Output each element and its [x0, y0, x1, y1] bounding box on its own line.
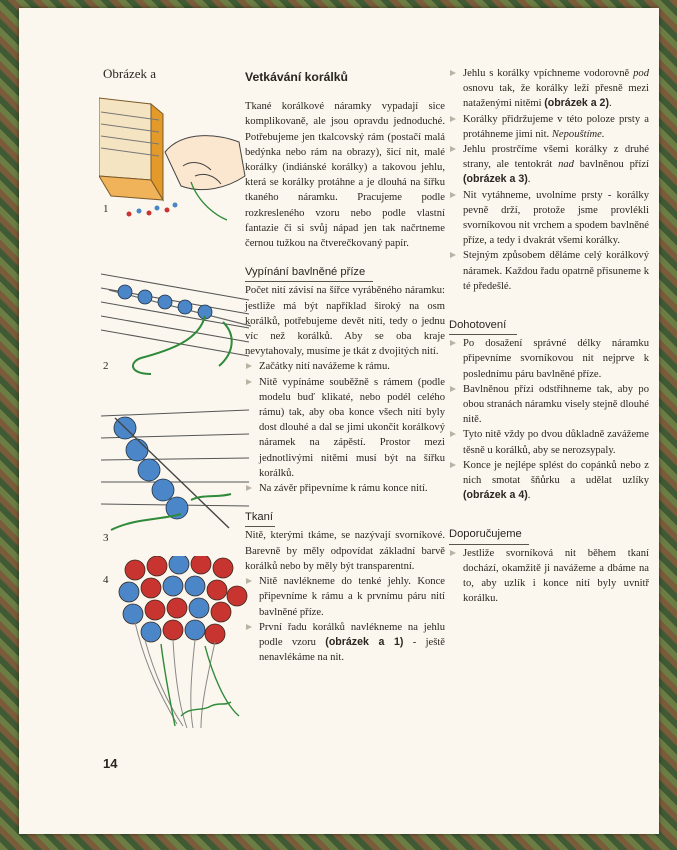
- column-right: [449, 66, 649, 607]
- list-item: Nitě navlékneme do tenké jehly. Konce připevníme k rámu a k prvnímu páru nití bavlněné příze.: [245, 574, 445, 620]
- list-item-text: První řadu korálků navlékneme na jehlu podle vzoru: [259, 621, 445, 648]
- section-paragraph: Počet nití závisí na šířce vyráběného náramku: jestliže má být například široký na osm korálků, potřebujeme devět nití, tedy o jednu víc než korálků. Aby se oba kraje nevytahovaly, musíme je tkát z dvojitých nití.: [245, 285, 445, 358]
- figure-reference: (obrázek a 3): [463, 173, 528, 186]
- page-number: 14: [103, 756, 118, 771]
- emphasis: pod: [633, 68, 649, 79]
- list-item: Stejným způsobem děláme celý korálkový náramek. Každou řadu opatrně přisuneme k té předešlé.: [449, 248, 649, 294]
- list-item-text: .: [608, 98, 612, 110]
- emphasis: Nepouštíme.: [551, 128, 605, 140]
- list-item-text: bavlněnou přízí: [573, 159, 649, 171]
- figure-number-1: 1: [103, 203, 109, 215]
- list-item: [449, 112, 649, 142]
- list-item-text: Jehlu prostrčíme všemi korálky z druhé strany, ale tentokrát: [463, 144, 649, 171]
- intro-paragraph: Tkané korálkové náramky vypadají sice komplikovaně, ale jsou opravdu jednoduché. Potřebujeme jen tkalcovský rám (postačí malá bedýnka nebo rám na obrazy), šicí nit, malé korálky (indiánské korálky) a takovou jehlu, která se korálky protáhne a je dlouhá na šířku tkaného náramku. Pracujeme podle rozkresleného vzoru nebo podle vlastní fantazie či si svůj nápad jen tak načrtneme černou tužkou na čtverečkovaný papír.: [245, 101, 445, 250]
- article-title: Vetkávání korálků: [245, 70, 348, 84]
- list-item: Bavlněnou přízi odstřihneme tak, aby po obou stranách náramku visely stejně dlouhé nitě.: [449, 382, 649, 428]
- section-divider: [245, 526, 275, 527]
- list-item-text: Konce je nejlépe splést do copánků nebo z nich smotat šňůrku a udělat uzlíky: [463, 459, 649, 487]
- figure-3-beads-with-needle: [101, 408, 251, 538]
- section-heading-vypinani: Vypínání bavlněné příze: [245, 266, 366, 279]
- section-divider: [449, 544, 529, 545]
- section-heading-tkani: Tkaní: [245, 511, 273, 524]
- list-item-text: - ještě nenavlékáme na nit.: [259, 636, 445, 664]
- column-middle: [245, 70, 445, 665]
- figure-number-3: 3: [103, 532, 109, 544]
- list-item: [449, 66, 649, 112]
- figure-4-finished-bracelet: [115, 556, 255, 736]
- list-item: [245, 620, 445, 666]
- book-page: [19, 8, 659, 834]
- emphasis: nad: [558, 159, 574, 171]
- list-item: Po dosažení správné délky náramku připevníme svorníkovou nit nejprve k poslednímu páru bavlněné příze.: [449, 336, 649, 382]
- list-item: Začátky nití navážeme k rámu.: [245, 359, 445, 374]
- section-heading-doporucujeme: Doporučujeme: [449, 528, 522, 541]
- list-item-text: Korálky přidržujeme v této poloze prsty a protáhneme jimi nit.: [463, 113, 649, 140]
- list-item-text: osnovu tak, že korálky leží přesně mezi nataženými nitěmi: [463, 83, 649, 110]
- figure-reference: (obrázek a 1): [325, 635, 404, 648]
- figure-reference: (obrázek a 4): [463, 489, 528, 502]
- section-divider: [449, 334, 517, 335]
- list-item: [449, 458, 649, 504]
- list-item: [449, 142, 649, 188]
- figure-label: Obrázek a: [103, 66, 157, 81]
- list-item: Na závěr připevníme k rámu konce nití.: [245, 481, 445, 496]
- section-divider: [245, 281, 373, 282]
- list-item: Nit vytáhneme, uvolníme prsty - korálky pevně drží, protože jsme provlékli svorníkovou nit vrchem a spodem bavlněné příze, a tedy i dvakrát všemi korálky.: [449, 188, 649, 249]
- section-heading-dohotoveni: Dohotovení: [449, 319, 507, 332]
- figure-number-4: 4: [103, 574, 109, 586]
- list-item: Jestliže svorníková nit během tkaní dochází, okamžitě ji navážeme a dbáme na to, aby uzlík i konce nití byly uvnitř korálku.: [449, 546, 649, 607]
- list-item-text: .: [527, 174, 531, 186]
- list-item-text: .: [527, 490, 531, 502]
- list-item: Tyto nitě vždy po dvou důkladně zavážeme těsně u korálků, aby se nerozsypaly.: [449, 427, 649, 457]
- figure-number-2: 2: [103, 360, 109, 372]
- section-paragraph: Nitě, kterými tkáme, se nazývají svorníkové. Barevně by měly odpovídat základní barvě korálků nebo by měly být transparentní.: [245, 530, 445, 572]
- figure-reference: (obrázek a 2): [544, 97, 609, 110]
- list-item-text: Jehlu s korálky vpíchneme vodorovně: [463, 68, 634, 79]
- list-item: Nitě vypínáme souběžně s rámem (podle modelu buď klikaté, nebo podél celého rámu) tak, aby oba konce všech nití byly dost dlouhé a dal se jimi ukončit korálkový náramek na zápěstí. Prostor mezi jednotlivými nitěmi musí být na šířku korálků.: [245, 375, 445, 481]
- figure-2-beads-on-warp: [101, 270, 251, 380]
- figure-1-loom-illustration: [99, 84, 249, 234]
